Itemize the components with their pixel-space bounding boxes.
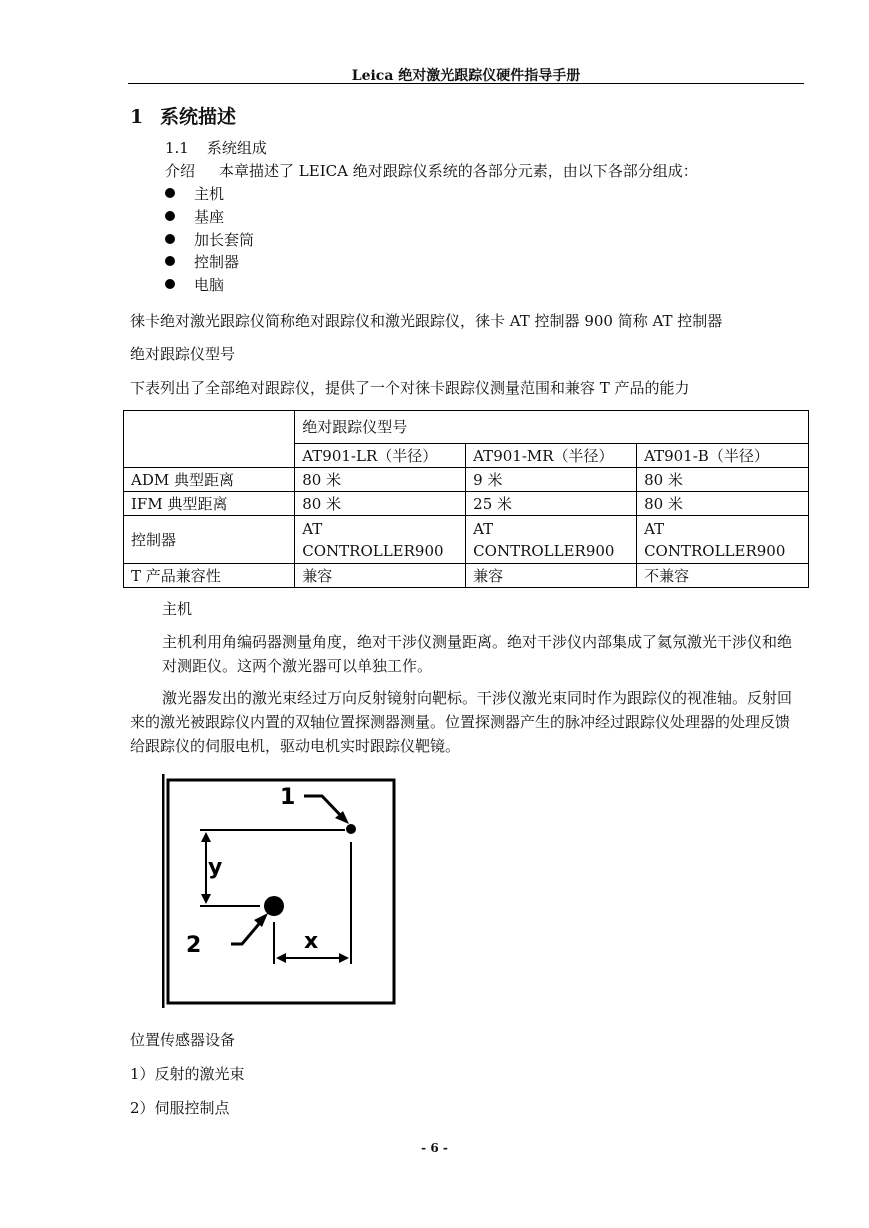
position-sensor-diagram — [160, 774, 400, 1010]
section-number: 1 — [130, 106, 144, 128]
table-row-label: 控制器 — [124, 516, 295, 564]
table-cell: AT CONTROLLER900 — [637, 516, 809, 564]
subsection-number: 1.1 — [165, 139, 189, 157]
legend-item: 1）反射的激光束 — [130, 1065, 245, 1083]
host-heading: 主机 — [162, 600, 193, 618]
model-table — [123, 410, 809, 588]
section-heading — [130, 102, 236, 129]
list-item: 加长套筒 — [165, 229, 254, 250]
table-cell: 25 米 — [466, 492, 637, 516]
label-y: y — [208, 855, 223, 880]
bullet-icon — [165, 188, 175, 198]
laser-paragraph: 激光器发出的激光束经过万向反射镜射向靶标。干涉仪激光束同时作为跟踪仪的视准轴。反射回来的激光被跟踪仪内置的双轴位置探测器测量。位置探测器产生的脉冲经过跟踪仪处理器的处理反馈给跟踪仪的伺服电机，驱动电机实时跟踪仪靶镜。 — [130, 689, 793, 755]
figure-caption: 位置传感器设备 — [130, 1031, 236, 1049]
bullet-icon — [165, 234, 175, 244]
subsection-title: 系统组成 — [206, 139, 267, 157]
table-cell: 80 米 — [295, 468, 466, 492]
table-cell: 9 米 — [466, 468, 637, 492]
table-cell: 80 米 — [637, 492, 809, 516]
intro-line — [165, 160, 698, 181]
bullet-icon — [165, 279, 175, 289]
intro-label: 介绍 — [165, 162, 196, 180]
label-x: x — [304, 929, 319, 954]
bullet-icon — [165, 211, 175, 221]
figure-left-bar — [162, 774, 165, 1008]
table-column-header: AT901-B（半径） — [637, 444, 809, 468]
bullet-icon — [165, 256, 175, 266]
abbreviation-note: 徕卡绝对激光跟踪仪简称绝对跟踪仪和激光跟踪仪，徕卡 AT 控制器 900 简称 AT 控制器 — [130, 312, 723, 330]
table-row — [124, 564, 809, 588]
figure-frame — [168, 780, 394, 1003]
table-cell: AT CONTROLLER900 — [466, 516, 637, 564]
list-item: 主机 — [165, 183, 224, 204]
host-paragraph: 主机利用角编码器测量角度，绝对干涉仪测量距离。绝对干涉仪内部集成了氦氖激光干涉仪和绝对测距仪。这两个激光器可以单独工作。 — [162, 633, 793, 675]
section-title: 系统描述 — [160, 106, 237, 128]
list-item: 基座 — [165, 206, 224, 227]
servo-control-point — [264, 896, 284, 916]
table-cell: 不兼容 — [637, 564, 809, 588]
list-item: 控制器 — [165, 251, 239, 272]
table-cell: AT CONTROLLER900 — [295, 516, 466, 564]
table-cell: 兼容 — [466, 564, 637, 588]
table-row — [124, 492, 809, 516]
page-number: - 6 - — [421, 1141, 448, 1155]
table-column-header: AT901-MR（半径） — [466, 444, 637, 468]
table-cell: 兼容 — [295, 564, 466, 588]
label-1: 1 — [280, 785, 296, 810]
reflected-beam-point — [346, 824, 356, 834]
table-cell: 80 米 — [637, 468, 809, 492]
list-item: 电脑 — [165, 274, 224, 295]
table-column-header: AT901-LR（半径） — [295, 444, 466, 468]
subsection-heading — [165, 137, 267, 158]
table-row-label: IFM 典型距离 — [124, 492, 295, 516]
header-rule — [128, 83, 804, 84]
table-intro: 下表列出了全部绝对跟踪仪，提供了一个对徕卡跟踪仪测量范围和兼容 T 产品的能力 — [130, 379, 690, 397]
intro-text: 本章描述了 LEICA 绝对跟踪仪系统的各部分元素，由以下各部分组成： — [219, 162, 698, 180]
model-heading: 绝对跟踪仪型号 — [130, 345, 236, 363]
table-row — [124, 516, 809, 564]
table-corner-cell — [124, 411, 295, 468]
table-row-label: ADM 典型距离 — [124, 468, 295, 492]
table-group-header: 绝对跟踪仪型号 — [295, 411, 809, 444]
page-header: Leica 绝对激光跟踪仪硬件指导手册 — [351, 68, 581, 84]
table-row — [124, 468, 809, 492]
table-row-label: T 产品兼容性 — [124, 564, 295, 588]
legend-item: 2）伺服控制点 — [130, 1099, 230, 1117]
table-cell: 80 米 — [295, 492, 466, 516]
label-2: 2 — [186, 933, 202, 958]
